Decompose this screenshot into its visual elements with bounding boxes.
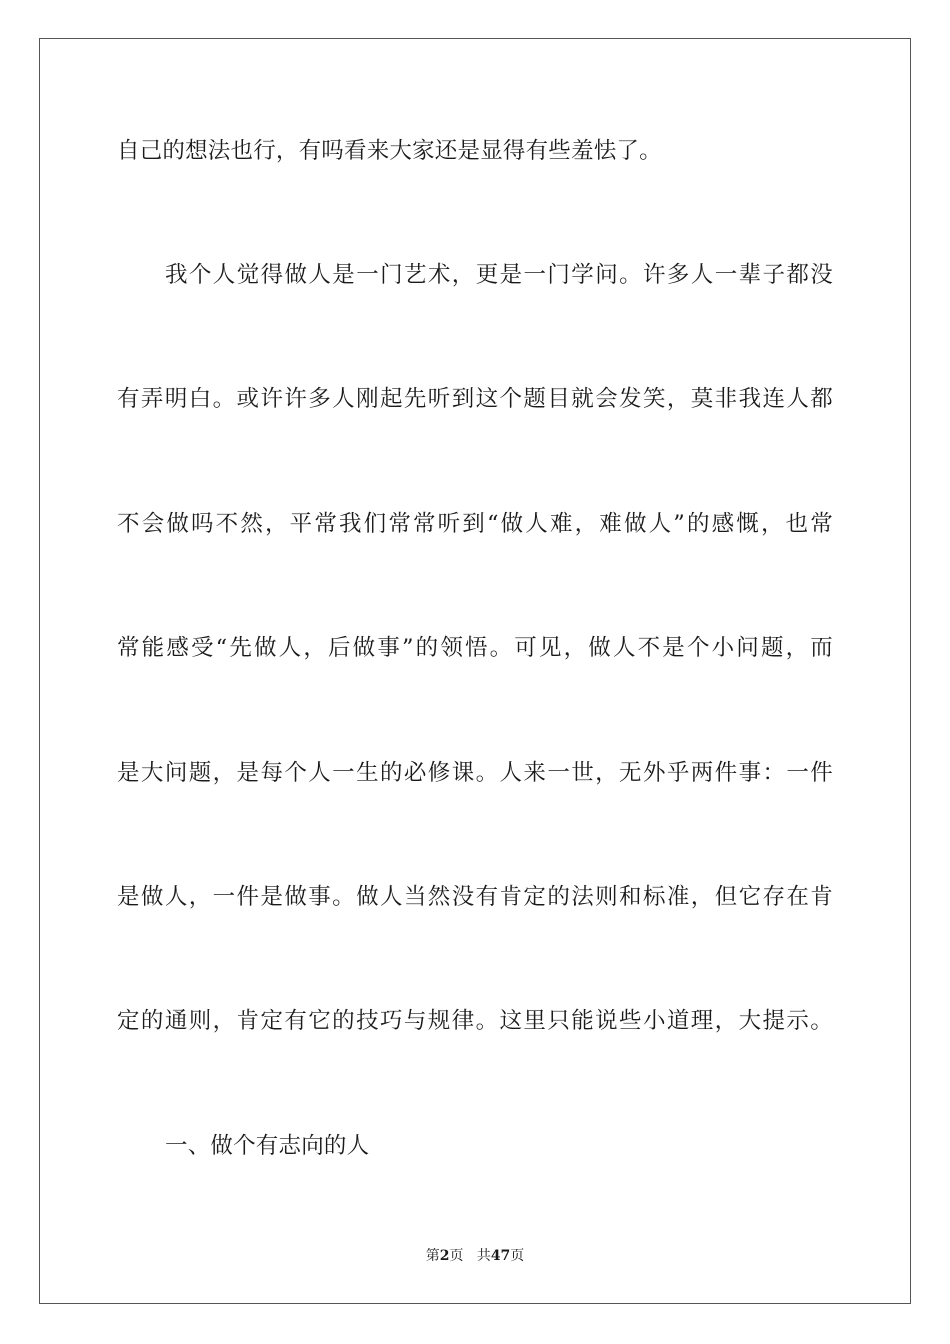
- footer-page-prefix: 第: [425, 1248, 440, 1264]
- text-line-3: 有弄明白。或许许多人刚起先听到这个题目就会发笑，莫非我连人都: [117, 386, 833, 412]
- text-line-7: 是做人，一件是做事。做人当然没有肯定的法则和标准，但它存在肯: [117, 884, 833, 910]
- page-footer: [0, 1247, 950, 1265]
- page-border: [39, 38, 911, 1304]
- text-line-2: 我个人觉得做人是一门艺术，更是一门学问。许多人一辈子都没: [165, 262, 833, 288]
- text-line-1: 自己的想法也行，有吗看来大家还是显得有些羞怯了。: [117, 138, 662, 164]
- footer-total-pages: 47: [490, 1248, 511, 1264]
- text-line-4: 不会做吗不然，平常我们常常听到“做人难，难做人”的感慨，也常: [117, 511, 833, 537]
- section-heading: 一、做个有志向的人: [165, 1133, 370, 1159]
- footer-page-suffix: 页: [449, 1248, 464, 1264]
- footer-page-number: 2: [439, 1248, 450, 1264]
- footer-total-prefix: 共: [476, 1248, 491, 1264]
- text-line-8: 定的通则，肯定有它的技巧与规律。这里只能说些小道理，大提示。: [117, 1008, 833, 1034]
- text-line-5: 常能感受“先做人，后做事”的领悟。可见，做人不是个小问题，而: [117, 635, 833, 661]
- footer-total-suffix: 页: [510, 1248, 525, 1264]
- text-line-6: 是大问题，是每个人一生的必修课。人来一世，无外乎两件事：一件: [117, 760, 833, 786]
